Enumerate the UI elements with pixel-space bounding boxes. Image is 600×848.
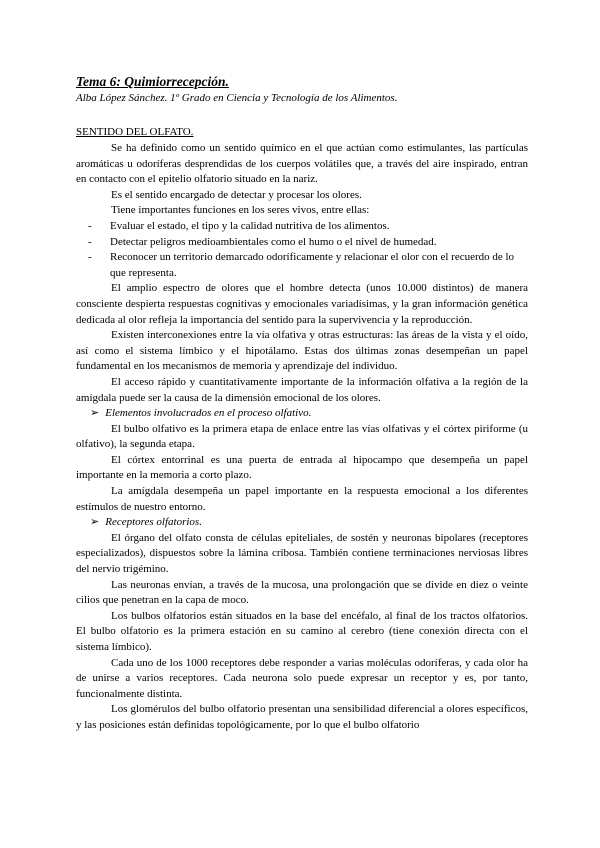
arrow-bullet-icon: ➢ (90, 407, 100, 420)
list-item: - Evaluar el estado, el tipo y la calidad nutritiva de los alimentos. (76, 219, 528, 235)
dash-bullet: - (88, 219, 92, 232)
document-title: Tema 6: Quimiorrecepción. (76, 74, 229, 89)
paragraph: Los bulbos olfatorios están situados en la base del encéfalo, al final de los tractos olfatorios. El bulbo olfatorio es la primera estación en su camino al cerebro (tiene conexión directa con el sistema límbico). (76, 609, 528, 653)
paragraph: La amígdala desempeña un papel importante en la respuesta emocional a los diferentes estímulos de nuestro entorno. (76, 485, 528, 513)
subsection-heading-receptors: ➢ Receptores olfatorios. (76, 515, 528, 531)
dash-bullet: - (88, 251, 92, 264)
paragraph: Los glomérulos del bulbo olfatorio presentan una sensibilidad diferencial a olores específicos, y las posiciones están definidas topológicamente, por lo que el bulbo olfatorio (76, 703, 528, 731)
paragraph: El acceso rápido y cuantitativamente importante de la información olfativa a la región de la amígdala puede ser la causa de la dimensión emocional de los olores. (76, 375, 528, 404)
paragraph: Se ha definido como un sentido químico en el que actúan como estimulantes, las partículas aromáticas u odoríferas desprendidas de los cuerpos volátiles que, a través del aire inspirado, entran en contacto con el epitelio olfatorio situado en la nariz. (76, 142, 528, 186)
subsection-heading-elements: ➢ Elementos involucrados en el proceso olfativo. (76, 406, 528, 422)
paragraph: Las neuronas envían, a través de la mucosa, una prolongación que se divide en diez o veinte cilios que penetran en la capa de moco. (76, 578, 528, 607)
paragraph: El córtex entorrinal es una puerta de entrada al hipocampo que desempeña un papel importante en la memoria a corto plazo. (76, 453, 528, 482)
section-heading: SENTIDO DEL OLFATO. (76, 126, 194, 138)
paragraph: El órgano del olfato consta de células epiteliales, de sostén y neuronas bipolares (receptores especializados), dispuestos sobre la lámina cribosa. También contiene terminaciones nerviosas libres del nervio trigémino. (76, 531, 528, 576)
list-item: - Detectar peligros medioambientales como el humo o el nivel de humedad. (76, 235, 528, 251)
arrow-bullet-icon: ➢ (90, 516, 100, 529)
list-item: - Reconocer un territorio demarcado odoríficamente y relacionar el olor con el recuerdo de lo que representa. (88, 251, 515, 279)
author-line: Alba López Sánchez. 1º Grado en Ciencia y Tecnología de los Alimentos. (76, 92, 398, 104)
dash-bullet: - (88, 235, 92, 248)
paragraph: Tiene importantes funciones en los seres vivos, entre ellas: (111, 204, 370, 217)
paragraph: Es el sentido encargado de detectar y procesar los olores. (111, 188, 362, 201)
document-page (76, 74, 528, 734)
paragraph: Existen interconexiones entre la vía olfativa y otras estructuras: las áreas de la vista y el oído, así como el sistema límbico y el hipotálamo. Estas dos últimas zonas desempeñan un papel fundamental en los mecanismos de memoria y aprendizaje del individuo. (76, 329, 528, 373)
paragraph: El bulbo olfativo es la primera etapa de enlace entre las vías olfativas y el córtex piriforme (u olfativo), la segunda etapa. (76, 422, 528, 451)
paragraph: El amplio espectro de olores que el hombre detecta (unos 10.000 distintos) de manera consciente despierta respuestas cognitivas y emocionales variadísimas, y la gran información genética dedicada al olor refleja la importancia del sentido para la supervivencia y la reproducción. (76, 282, 528, 326)
functions-list (76, 219, 528, 281)
paragraph: Cada uno de los 1000 receptores debe responder a varias moléculas odoríferas, y cada olor ha de unirse a varios receptores. Cada neurona solo puede expresar un receptor y es, por tanto, funcionalmente distinta. (76, 656, 528, 700)
